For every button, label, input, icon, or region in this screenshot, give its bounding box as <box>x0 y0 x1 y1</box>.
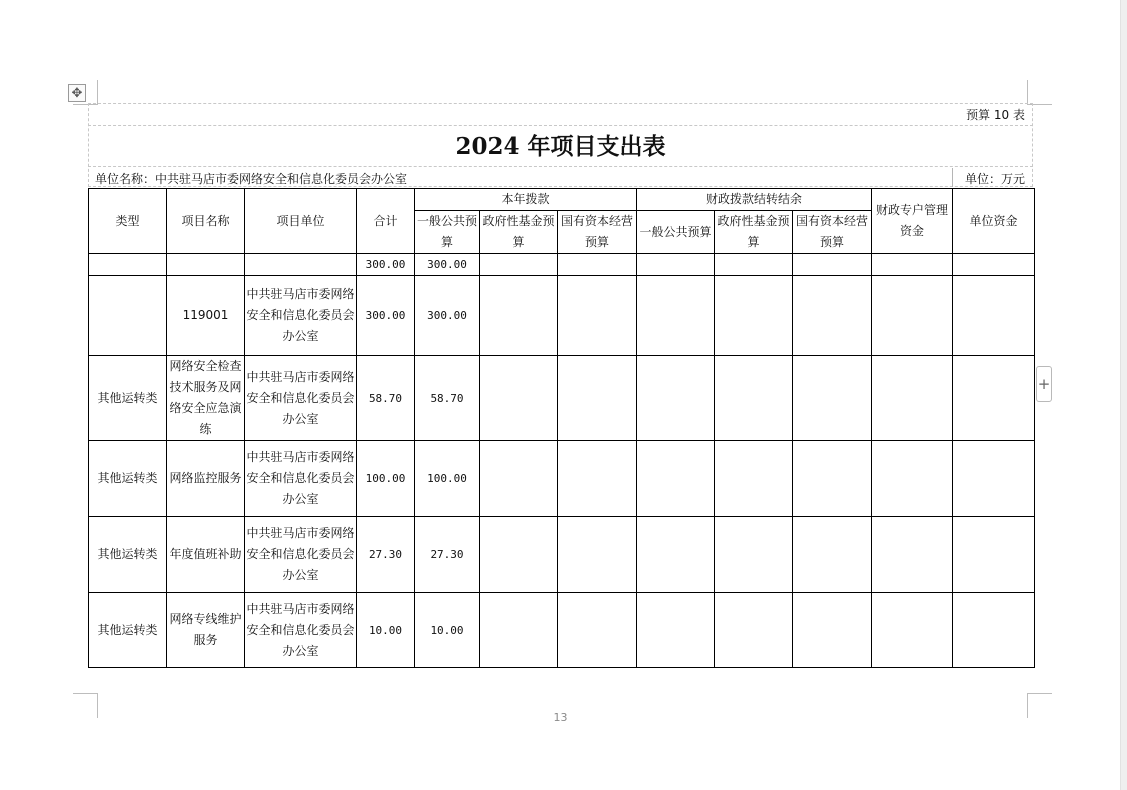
empty-cell <box>637 593 715 668</box>
summary-cell <box>558 254 637 276</box>
header-unit-funds: 单位资金 <box>953 189 1035 254</box>
empty-cell <box>480 593 558 668</box>
summary-current-general: 300.00 <box>415 254 480 276</box>
row-project-name: 网络监控服务 <box>167 441 245 517</box>
header-current-fund-budget: 政府性基金预算 <box>480 211 558 254</box>
summary-cell <box>793 254 872 276</box>
row-total: 27.30 <box>357 517 415 593</box>
header-current-year-appropriation: 本年拨款 <box>415 189 637 211</box>
row-current-general: 58.70 <box>415 356 480 441</box>
row-project-name: 年度值班补助 <box>167 517 245 593</box>
empty-cell <box>872 276 953 356</box>
row-type: 其他运转类 <box>89 593 167 668</box>
unit-measure: 单位：万元 <box>964 172 1025 186</box>
summary-cell <box>167 254 245 276</box>
frame-divider <box>88 125 1033 126</box>
row-current-general: 10.00 <box>415 593 480 668</box>
row-type: 其他运转类 <box>89 356 167 441</box>
empty-cell <box>558 517 637 593</box>
empty-cell <box>637 441 715 517</box>
row-current-general: 27.30 <box>415 517 480 593</box>
row-type <box>89 276 167 356</box>
header-special-account-funds: 财政专户管理资金 <box>872 189 953 254</box>
empty-cell <box>793 517 872 593</box>
header-type: 类型 <box>89 189 167 254</box>
form-number: 预算 10 表 <box>966 108 1025 122</box>
header-carry-fund-budget: 政府性基金预算 <box>715 211 793 254</box>
row-current-general: 300.00 <box>415 276 480 356</box>
add-column-icon[interactable]: + <box>1036 366 1052 402</box>
frame-divider <box>88 166 1033 167</box>
summary-cell <box>89 254 167 276</box>
empty-cell <box>480 517 558 593</box>
row-project-name: 网络专线维护服务 <box>167 593 245 668</box>
unit-name-line <box>95 170 407 187</box>
header-carry-general-budget: 一般公共预算 <box>637 211 715 254</box>
header-row <box>89 189 1035 211</box>
unit-divider <box>952 168 953 187</box>
summary-row <box>89 254 1035 276</box>
empty-cell <box>637 517 715 593</box>
row-project-unit: 中共驻马店市委网络安全和信息化委员会办公室 <box>245 517 357 593</box>
row-total: 10.00 <box>357 593 415 668</box>
row-total: 100.00 <box>357 441 415 517</box>
row-current-general: 100.00 <box>415 441 480 517</box>
empty-cell <box>480 356 558 441</box>
table-row <box>89 593 1035 668</box>
empty-cell <box>872 441 953 517</box>
empty-cell <box>793 276 872 356</box>
unit-name-label: 单位名称： <box>95 172 156 186</box>
page-title: 2024 年项目支出表 <box>455 133 666 160</box>
page-corner-mark-top-right <box>1027 80 1052 105</box>
summary-cell <box>637 254 715 276</box>
empty-cell <box>715 517 793 593</box>
row-project-name: 119001 <box>167 276 245 356</box>
summary-total: 300.00 <box>357 254 415 276</box>
unit-name-value: 中共驻马店市委网络安全和信息化委员会办公室 <box>155 172 408 186</box>
empty-cell <box>558 356 637 441</box>
header-current-capital-budget: 国有资本经营预算 <box>558 211 637 254</box>
empty-cell <box>953 517 1035 593</box>
table-row <box>89 356 1035 441</box>
summary-cell <box>480 254 558 276</box>
empty-cell <box>558 276 637 356</box>
header-carry-capital-budget: 国有资本经营预算 <box>793 211 872 254</box>
empty-cell <box>872 593 953 668</box>
empty-cell <box>715 356 793 441</box>
project-expense-table <box>88 188 1035 668</box>
empty-cell <box>558 441 637 517</box>
empty-cell <box>872 517 953 593</box>
header-project-unit: 项目单位 <box>245 189 357 254</box>
empty-cell <box>715 441 793 517</box>
empty-cell <box>480 441 558 517</box>
row-total: 58.70 <box>357 356 415 441</box>
row-type: 其他运转类 <box>89 441 167 517</box>
header-carryover-balance: 财政拨款结转结余 <box>637 189 872 211</box>
empty-cell <box>953 441 1035 517</box>
empty-cell <box>637 356 715 441</box>
header-project-name: 项目名称 <box>167 189 245 254</box>
summary-cell <box>245 254 357 276</box>
row-project-unit: 中共驻马店市委网络安全和信息化委员会办公室 <box>245 276 357 356</box>
row-project-unit: 中共驻马店市委网络安全和信息化委员会办公室 <box>245 441 357 517</box>
empty-cell <box>793 593 872 668</box>
row-project-name: 网络安全检查技术服务及网络安全应急演练 <box>167 356 245 441</box>
empty-cell <box>793 441 872 517</box>
table-row <box>89 276 1035 356</box>
empty-cell <box>715 276 793 356</box>
empty-cell <box>558 593 637 668</box>
vertical-scrollbar[interactable] <box>1120 0 1127 790</box>
row-type: 其他运转类 <box>89 517 167 593</box>
page-number: 13 <box>553 711 568 724</box>
summary-cell <box>715 254 793 276</box>
row-project-unit: 中共驻马店市委网络安全和信息化委员会办公室 <box>245 593 357 668</box>
empty-cell <box>872 356 953 441</box>
empty-cell <box>953 593 1035 668</box>
empty-cell <box>953 276 1035 356</box>
row-total: 300.00 <box>357 276 415 356</box>
empty-cell <box>793 356 872 441</box>
summary-cell <box>953 254 1035 276</box>
table-row <box>89 517 1035 593</box>
empty-cell <box>480 276 558 356</box>
empty-cell <box>637 276 715 356</box>
summary-cell <box>872 254 953 276</box>
empty-cell <box>953 356 1035 441</box>
table-row <box>89 441 1035 517</box>
row-project-unit: 中共驻马店市委网络安全和信息化委员会办公室 <box>245 356 357 441</box>
empty-cell <box>715 593 793 668</box>
header-current-general-budget: 一般公共预算 <box>415 211 480 254</box>
table-move-icon[interactable]: ✥ <box>68 84 86 102</box>
header-total: 合计 <box>357 189 415 254</box>
